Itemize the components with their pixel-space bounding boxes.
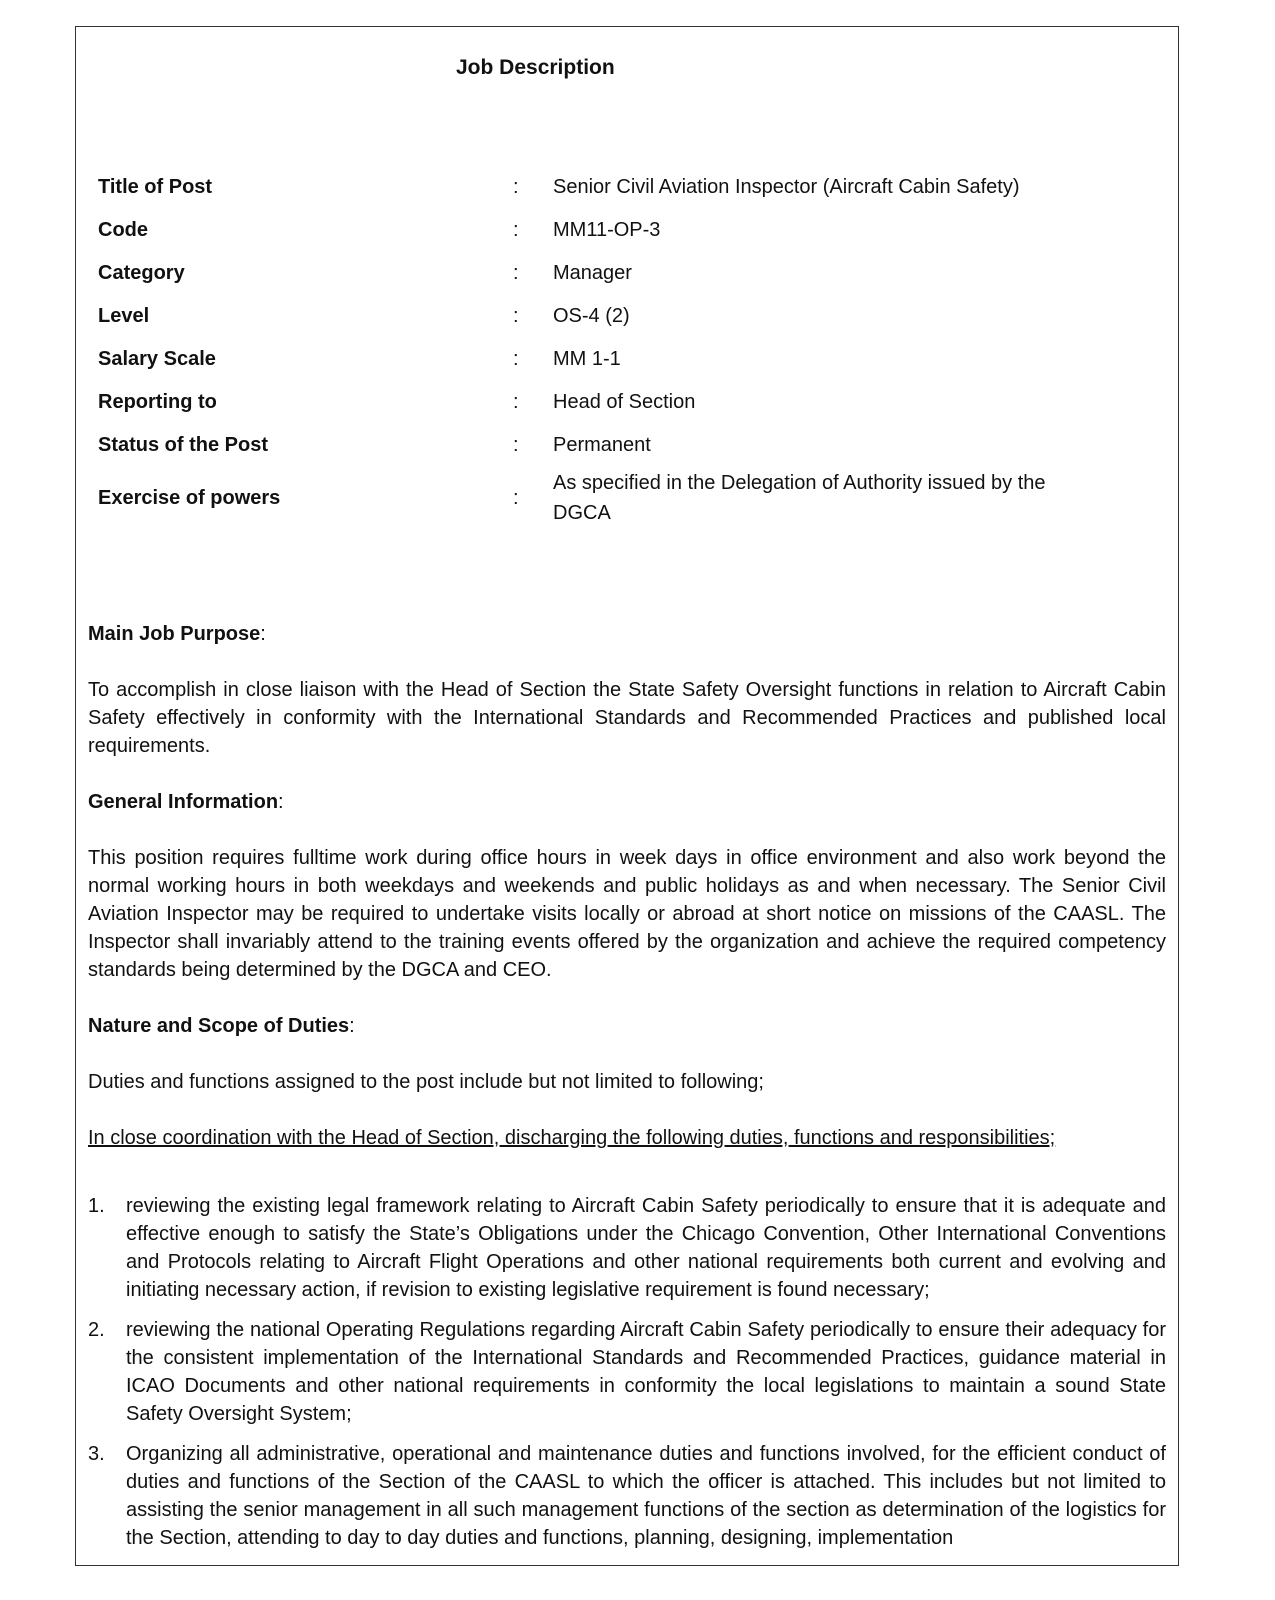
info-colon: :	[513, 434, 519, 456]
info-row-reporting-to	[98, 387, 1168, 417]
heading-text: General Information	[88, 791, 279, 813]
info-colon: :	[513, 348, 519, 370]
info-value: Head of Section	[553, 391, 696, 413]
info-row-exercise-of-powers	[98, 468, 1168, 528]
info-row-title	[98, 172, 1168, 202]
info-colon: :	[513, 262, 519, 284]
duties-list	[88, 1192, 1166, 1552]
list-item	[88, 1440, 1166, 1552]
document-body	[88, 620, 1166, 1564]
list-item-number: 3.	[88, 1443, 105, 1465]
page-bottom-rule	[75, 1565, 1179, 1566]
info-label: Salary Scale	[98, 348, 216, 370]
coordination-statement: In close coordination with the Head of Section, discharging the following duties, functions and responsibilities;	[88, 1127, 1056, 1149]
list-item	[88, 1192, 1166, 1304]
info-label: Level	[98, 305, 150, 327]
nature-scope-intro: Duties and functions assigned to the post include but not limited to following;	[88, 1071, 764, 1093]
list-item-text: reviewing the national Operating Regulations regarding Aircraft Cabin Safety periodically to ensure their adequacy for the consistent implementation of the International Standards and Recommended Practices, guidance material in ICAO Documents and other national requirements in conformity the local legislations to maintain a sound State Safety Oversight System;	[126, 1319, 1166, 1425]
list-item-number: 2.	[88, 1319, 105, 1341]
info-row-category	[98, 258, 1168, 288]
info-label: Status of the Post	[98, 434, 269, 456]
info-value: Permanent	[553, 434, 651, 456]
info-label: Exercise of powers	[98, 487, 281, 509]
info-colon: :	[513, 487, 519, 509]
info-row-level	[98, 301, 1168, 331]
main-purpose-text: To accomplish in close liaison with the Head of Section the State Safety Oversight functions in relation to Aircraft Cabin Safety effectively in conformity with the International Standards and Recommended Practices and published local requirements.	[88, 679, 1166, 757]
info-row-status	[98, 430, 1168, 460]
info-row-code	[98, 215, 1168, 245]
info-colon: :	[513, 391, 519, 413]
general-info-heading	[88, 788, 1166, 816]
info-value: Manager	[553, 262, 632, 284]
list-item-text: reviewing the existing legal framework relating to Aircraft Cabin Safety periodically to ensure that it is adequate and effective enough to satisfy the State’s Obligations under the Chicago Convention, Other International Conventions and Protocols relating to Aircraft Flight Operations and other national requirements both current and evolving and initiating necessary action, if revision to existing legislative requirement is found necessary;	[126, 1195, 1166, 1301]
nature-scope-heading	[88, 1012, 1166, 1040]
document-title: Job Description	[456, 56, 615, 79]
heading-colon: :	[278, 791, 284, 813]
info-value: OS-4 (2)	[553, 305, 630, 327]
info-label: Category	[98, 262, 185, 284]
info-row-salary-scale	[98, 344, 1168, 374]
main-purpose-heading	[88, 620, 1166, 648]
info-colon: :	[513, 219, 519, 241]
info-colon: :	[513, 305, 519, 327]
heading-text: Main Job Purpose	[88, 623, 261, 645]
info-value: As specified in the Delegation of Authority issued by the DGCA	[553, 472, 1046, 524]
heading-colon: :	[260, 623, 266, 645]
heading-text: Nature and Scope of Duties	[88, 1015, 350, 1037]
info-label: Code	[98, 219, 148, 241]
list-item-text: Organizing all administrative, operational and maintenance duties and functions involved, for the efficient conduct of duties and functions of the Section of the CAASL to which the officer is attached. This includes but not limited to assisting the senior management in all such management functions of the section as determination of the logistics for the Section, attending to day to day duties and functions, planning, designing, implementation	[126, 1443, 1166, 1549]
post-info-table	[98, 172, 1168, 528]
info-value: MM11-OP-3	[553, 219, 661, 241]
general-info-text: This position requires fulltime work during office hours in week days in office environment and also work beyond the normal working hours in both weekdays and weekends and public holidays as and when necessary. The Senior Civil Aviation Inspector may be required to undertake visits locally or abroad at short notice on missions of the CAASL. The Inspector shall invariably attend to the training events offered by the organization and achieve the required competency standards being determined by the DGCA and CEO.	[88, 847, 1166, 981]
list-item-number: 1.	[88, 1195, 105, 1217]
info-value: Senior Civil Aviation Inspector (Aircraft Cabin Safety)	[553, 176, 1020, 198]
list-item	[88, 1316, 1166, 1428]
info-value: MM 1-1	[553, 348, 621, 370]
heading-colon: :	[349, 1015, 355, 1037]
info-label: Reporting to	[98, 391, 217, 413]
info-label: Title of Post	[98, 176, 213, 198]
info-colon: :	[513, 176, 519, 198]
